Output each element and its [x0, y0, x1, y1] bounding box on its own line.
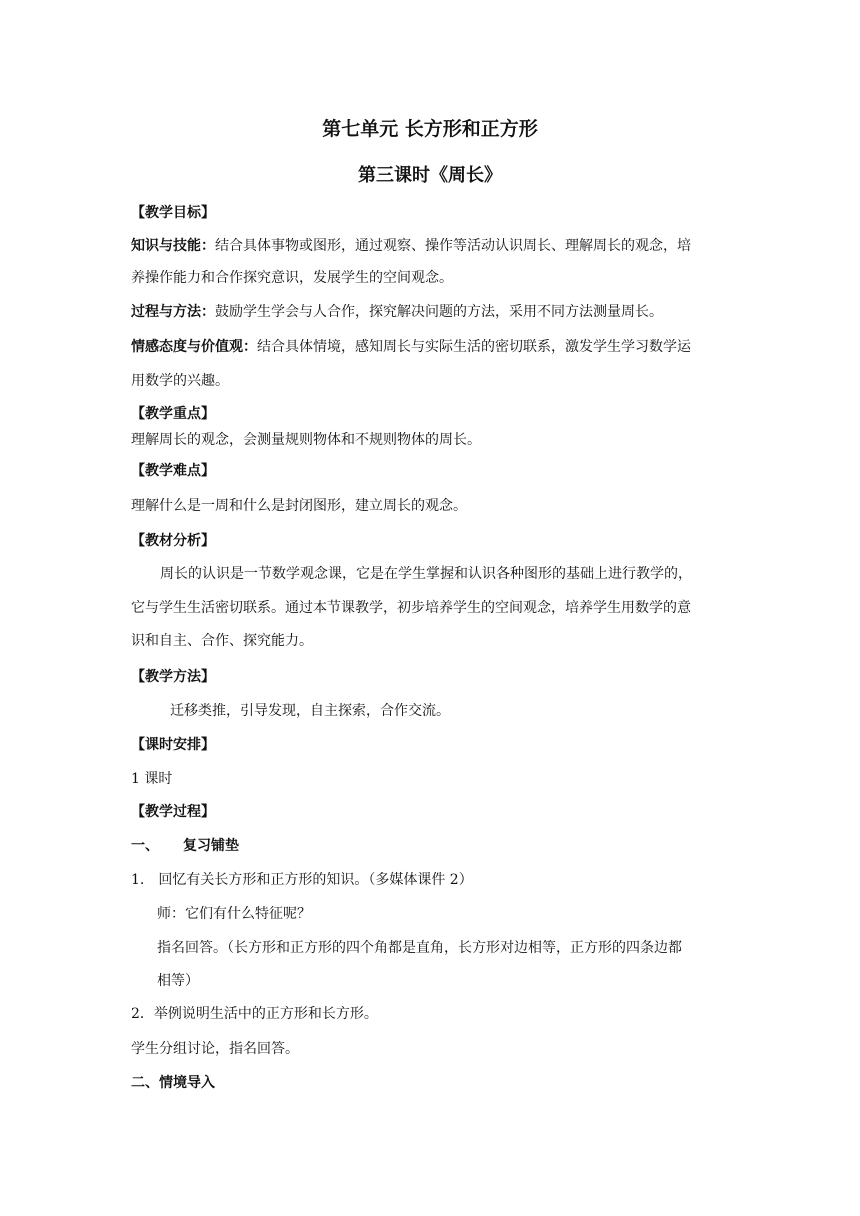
emotion-line-2: 用数学的兴趣。 [131, 373, 229, 389]
process-heading: 【教学过程】 [131, 804, 215, 820]
knowledge-text: 结合具体事物或图形，通过观察、操作等活动认识周长、理解周长的观念，培 [215, 238, 691, 254]
schedule-heading: 【课时安排】 [131, 737, 215, 753]
analysis-line-2: 它与学生生活密切联系。通过本节课教学，初步培养学生的空间观念，培养学生用数学的意 [131, 600, 691, 616]
objectives-heading: 【教学目标】 [131, 205, 215, 221]
analysis-heading: 【教材分析】 [131, 533, 215, 549]
page-title: 第七单元 长方形和正方形 [322, 118, 538, 140]
knowledge-line-2: 养操作能力和合作探究意识，发展学生的空间观念。 [131, 270, 453, 286]
knowledge-line [131, 236, 691, 256]
analysis-line-1: 周长的认识是一节数学观念课，它是在学生掌握和认识各种图形的基础上进行教学的， [160, 566, 692, 582]
knowledge-label: 知识与技能： [131, 238, 215, 254]
process-text: 鼓励学生学会与人合作，探究解决问题的方法，采用不同方法测量周长。 [215, 304, 663, 320]
section-1-title: 复习铺垫 [183, 838, 239, 854]
lesson-subtitle: 第三课时《周长》 [358, 165, 502, 186]
section-1-number: 一、 [131, 838, 159, 854]
process-item-2: 2．举例说明生活中的正方形和长方形。 [131, 1006, 378, 1022]
group-discussion-text: 学生分组讨论，指名回答。 [131, 1041, 299, 1057]
key-points-text: 理解周长的观念，会测量规则物体和不规则物体的周长。 [131, 432, 481, 448]
emotion-line [131, 337, 691, 357]
answer-line-2: 相等） [157, 973, 199, 989]
process-item-1: 1. 回忆有关长方形和正方形的知识。（多媒体课件 2） [131, 872, 473, 888]
difficulties-heading: 【教学难点】 [131, 463, 215, 479]
process-line [131, 302, 663, 322]
process-label: 过程与方法： [131, 304, 215, 320]
methods-text: 迁移类推，引导发现，自主探索，合作交流。 [170, 703, 450, 719]
key-points-heading: 【教学重点】 [131, 406, 215, 422]
emotion-text: 结合具体情境，感知周长与实际生活的密切联系，激发学生学习数学运 [257, 339, 691, 355]
schedule-text: 1 课时 [131, 771, 173, 787]
difficulties-text: 理解什么是一周和什么是封闭图形，建立周长的观念。 [131, 498, 467, 514]
teacher-question: 师：它们有什么特征呢？ [157, 906, 311, 922]
methods-heading: 【教学方法】 [131, 669, 215, 685]
section-2-heading: 二、情境导入 [131, 1075, 215, 1091]
emotion-label: 情感态度与价值观： [131, 339, 257, 355]
answer-line-1: 指名回答。（长方形和正方形的四个角都是直角，长方形对边相等，正方形的四条边都 [157, 940, 682, 956]
analysis-line-3: 识和自主、合作、探究能力。 [131, 633, 313, 649]
